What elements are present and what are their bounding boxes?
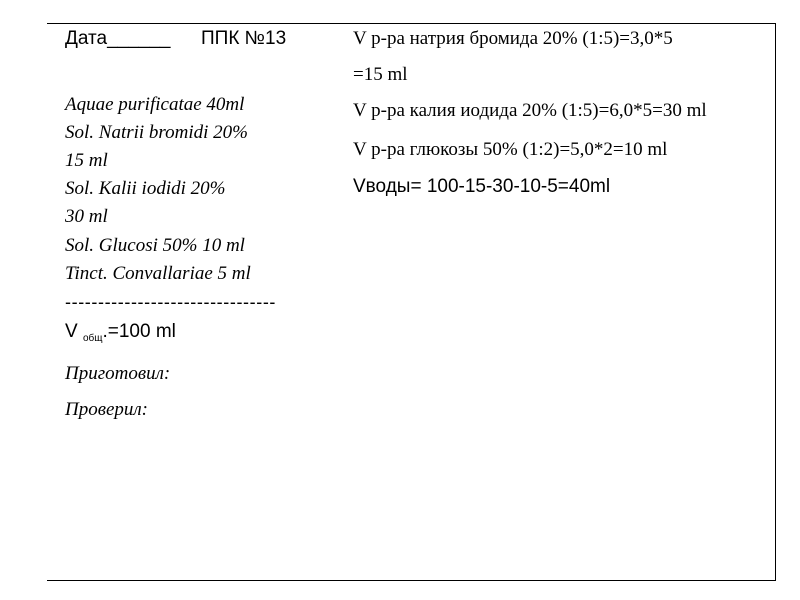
prepared-by-label: Приготовил: xyxy=(65,363,171,384)
recipe-line-natrii-volume: 15 ml xyxy=(65,150,108,171)
recipe-line-convallariae: Tinct. Convallariae 5 ml xyxy=(65,263,251,284)
ppk-number: ППК №13 xyxy=(201,28,287,49)
dashed-separator: -------------------------------- xyxy=(65,292,277,312)
total-subscript: общ xyxy=(82,333,103,344)
checked-by-label: Проверил: xyxy=(65,399,149,420)
calc-natrii: V р-ра натрия бромида 20% (1:5)=3,0*5 xyxy=(353,28,673,49)
recipe-line-aqua: Aquae purificatae 40ml xyxy=(65,94,245,115)
date-label: Дата xyxy=(65,28,108,49)
frame-bottom-line xyxy=(47,580,776,581)
frame-right-line xyxy=(775,23,776,581)
calc-glucosi: V р-ра глюкозы 50% (1:2)=5,0*2=10 ml xyxy=(353,139,668,160)
date-field xyxy=(65,25,170,53)
frame-top-line xyxy=(47,23,776,24)
recipe-line-kalii: Sol. Kalii iodidi 20% xyxy=(65,178,226,199)
date-blank: ______ xyxy=(107,28,171,49)
recipe-line-kalii-volume: 30 ml xyxy=(65,206,108,227)
total-volume xyxy=(65,318,176,353)
total-prefix: V xyxy=(65,321,83,342)
recipe-line-natrii: Sol. Natrii bromidi 20% xyxy=(65,122,248,143)
total-suffix: .=100 ml xyxy=(102,321,176,342)
calc-water: Vводы= 100-15-30-10-5=40ml xyxy=(353,176,611,197)
calc-natrii-result: =15 ml xyxy=(353,64,408,85)
calc-kalii: V р-ра калия иодида 20% (1:5)=6,0*5=30 ml xyxy=(353,100,707,121)
recipe-line-glucosi: Sol. Glucosi 50% 10 ml xyxy=(65,235,245,256)
